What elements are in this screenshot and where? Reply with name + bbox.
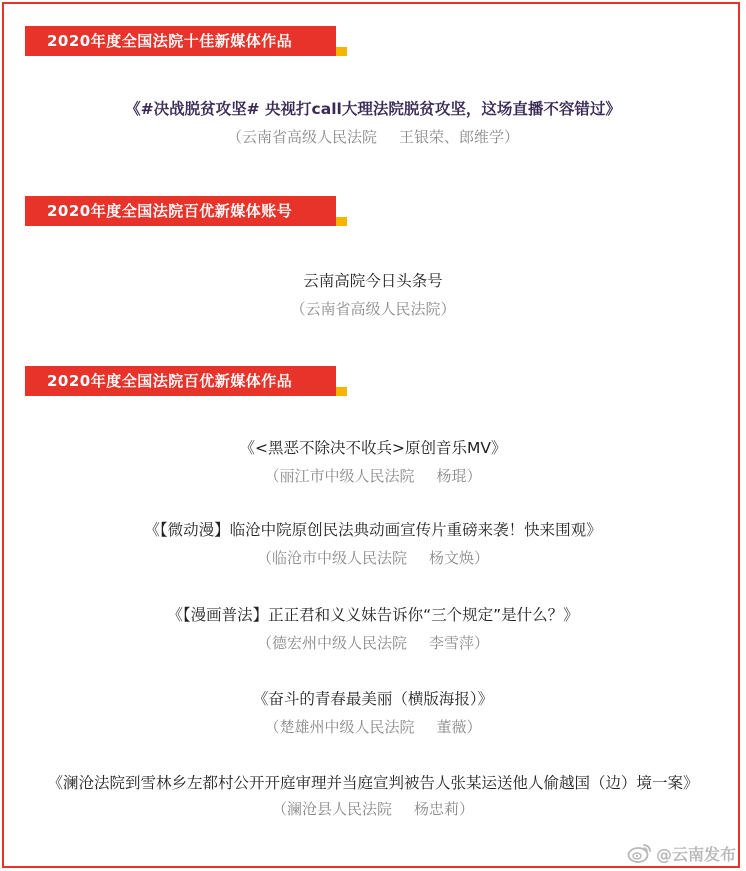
list-item bbox=[20, 604, 726, 654]
credit-org: （云南省高级人民法院 bbox=[226, 128, 377, 146]
watermark bbox=[627, 841, 736, 865]
credit-people: 李雪萍） bbox=[429, 634, 490, 652]
watermark-text: @云南发布 bbox=[655, 844, 736, 864]
work-title: 《奋斗的青春最美丽（横版海报）》 bbox=[252, 690, 494, 708]
credit-org: （德宏州中级人民法院 bbox=[256, 634, 407, 652]
heading-accent-block bbox=[336, 217, 347, 226]
work-credit bbox=[20, 632, 726, 654]
work-title: 《【漫画普法】正正君和义义妹告诉你“三个规定”是什么？》 bbox=[167, 606, 579, 624]
section-heading-label: 2020年度全国法院百优新媒体账号 bbox=[25, 196, 336, 226]
credit-people: 杨忠莉） bbox=[414, 800, 475, 818]
work-credit bbox=[20, 716, 726, 738]
account-title: 云南高院今日头条号 bbox=[303, 272, 443, 290]
list-item bbox=[20, 688, 726, 738]
list-item bbox=[20, 98, 726, 148]
list-item bbox=[20, 770, 726, 820]
work-title: 《#决战脱贫攻坚# 央视打call大理法院脱贫攻坚，这场直播不容错过》 bbox=[125, 100, 621, 118]
credit-org: （澜沧县人民法院 bbox=[271, 800, 392, 818]
credit-people: 董薇） bbox=[436, 718, 482, 736]
credit-people: 杨琨） bbox=[436, 467, 482, 485]
work-credit bbox=[20, 465, 726, 487]
credit-org: （丽江市中级人民法院 bbox=[264, 467, 415, 485]
work-title: 《澜沧法院到雪林乡左都村公开开庭审理并当庭宣判被告人张某运送他人偷越国（边）境一案》 bbox=[47, 774, 699, 792]
credit-org: （楚雄州中级人民法院 bbox=[264, 718, 415, 736]
credit-org: （云南省高级人民法院） bbox=[290, 300, 456, 318]
heading-accent-block bbox=[336, 387, 347, 396]
section-heading-label: 2020年度全国法院十佳新媒体作品 bbox=[25, 26, 336, 56]
account-credit bbox=[20, 298, 726, 320]
work-credit bbox=[20, 126, 726, 148]
credit-org: （临沧市中级人民法院 bbox=[256, 549, 407, 567]
credit-people: 王银荣、郎维学） bbox=[399, 128, 520, 146]
list-item bbox=[20, 519, 726, 569]
weibo-icon bbox=[627, 842, 653, 864]
heading-accent-block bbox=[336, 47, 347, 56]
work-credit bbox=[20, 798, 726, 820]
credit-people: 杨文焕） bbox=[429, 549, 490, 567]
list-item bbox=[20, 270, 726, 320]
work-title: 《【微动漫】临沧中院原创民法典动画宣传片重磅来袭！快来围观》 bbox=[144, 521, 602, 539]
work-credit bbox=[20, 547, 726, 569]
work-title: 《<黑恶不除决不收兵>原创音乐MV》 bbox=[239, 439, 507, 457]
list-item bbox=[20, 437, 726, 487]
section-heading-label: 2020年度全国法院百优新媒体作品 bbox=[25, 366, 336, 396]
